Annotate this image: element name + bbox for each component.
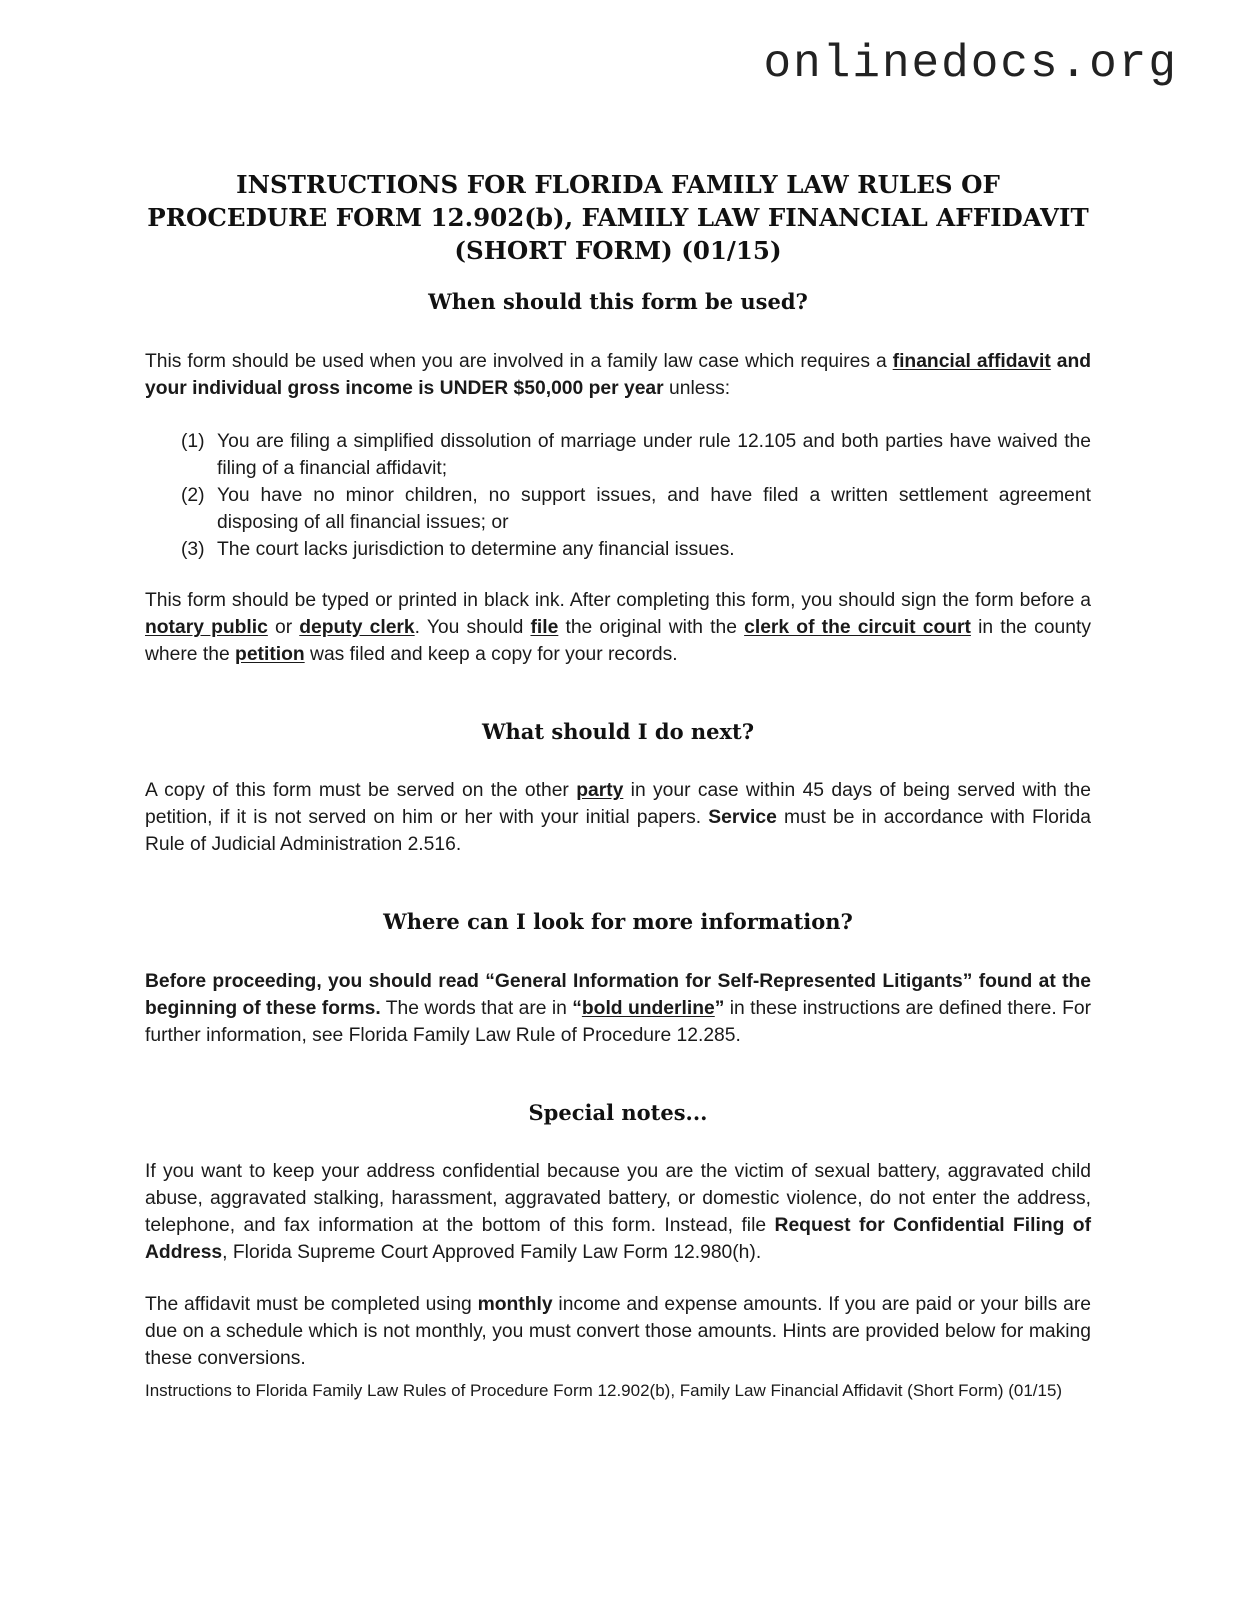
exceptions-list xyxy=(145,428,1091,563)
intro-text: This form should be used when you are involved in a family law case which requires a xyxy=(145,351,893,372)
service-text: must be in accordance with Florida Rule of Judicial Administration 2.516. xyxy=(145,807,1091,855)
bold-underline-sample: bold underline xyxy=(581,998,715,1019)
paragraph-confidential-address xyxy=(145,1158,1091,1266)
info-text: in these instructions are defined there. For further information, see Florida Family Law Rule of Procedure 12.285. xyxy=(145,998,1091,1046)
confidential-form-name: Request for Confidential Filing of Address xyxy=(145,1215,1092,1263)
heading-when-used: When should this form be used? xyxy=(428,289,808,314)
list-item-number: (3) xyxy=(181,539,205,560)
paragraph-more-info xyxy=(145,968,1091,1049)
ink-text: the original with the xyxy=(558,617,745,638)
list-item-text: You are filing a simplified dissolution of marriage under rule 12.105 and both parties have waived the filing of a financial affidavit; xyxy=(217,431,1091,479)
paragraph-monthly-amounts xyxy=(145,1291,1091,1372)
list-item xyxy=(145,482,1091,536)
link-notary-public[interactable]: notary public xyxy=(145,617,268,638)
heading-special-notes: Special notes... xyxy=(528,1100,708,1125)
link-petition[interactable]: petition xyxy=(235,644,305,665)
link-file[interactable]: file xyxy=(530,617,559,638)
link-deputy-clerk[interactable]: deputy clerk xyxy=(299,617,415,638)
list-item-number: (1) xyxy=(181,431,205,452)
service-text: A copy of this form must be served on the other xyxy=(145,780,577,801)
document-title: INSTRUCTIONS FOR FLORIDA FAMILY LAW RULES OF PROCEDURE FORM 12.902(b), FAMILY LAW FINANCIAL AFFIDAVIT (SHORT FORM) (01/15) xyxy=(147,170,1089,265)
list-item xyxy=(145,536,1091,563)
link-financial-affidavit[interactable]: financial affidavit xyxy=(892,351,1051,372)
ink-text: or xyxy=(267,617,300,638)
monthly-text: income and expense amounts. If you are paid or your bills are due on a schedule which is not monthly, you must convert those amounts. Hints are provided below for making these conversions. xyxy=(145,1294,1091,1369)
ink-text: in the county where the xyxy=(145,617,1091,665)
info-text: The words that are in xyxy=(380,998,573,1019)
quote-mark: “ xyxy=(572,998,582,1019)
quote-mark: ” xyxy=(714,998,725,1019)
confidential-text: , Florida Supreme Court Approved Family Law Form 12.980(h). xyxy=(222,1242,762,1263)
ink-text: . You should xyxy=(414,617,531,638)
link-clerk-circuit-court[interactable]: clerk of the circuit court xyxy=(744,617,971,638)
service-bold: Service xyxy=(708,807,777,828)
list-item xyxy=(145,428,1091,482)
monthly-text: The affidavit must be completed using xyxy=(145,1294,478,1315)
ink-text: was filed and keep a copy for your records. xyxy=(304,644,678,665)
list-item-text: The court lacks jurisdiction to determine any financial issues. xyxy=(217,539,735,560)
watermark-logo: onlinedocs.org xyxy=(763,38,1178,90)
list-item-text: You have no minor children, no support issues, and have filed a written settlement agreement disposing of all financial issues; or xyxy=(217,485,1091,533)
monthly-bold: monthly xyxy=(477,1294,553,1315)
service-text: in your case within 45 days of being served with the petition, if it is not served on him or her with your initial papers. xyxy=(145,780,1091,828)
income-threshold-text: and your individual gross income is UNDER $50,000 per year xyxy=(145,351,1092,399)
paragraph-usage-intro xyxy=(145,348,1091,402)
page-footer: Instructions to Florida Family Law Rules of Procedure Form 12.902(b), Family Law Financial Affidavit (Short Form) (01/15) xyxy=(145,1381,1063,1400)
paragraph-ink-instructions xyxy=(145,587,1091,668)
link-party[interactable]: party xyxy=(576,780,624,801)
confidential-text: If you want to keep your address confidential because you are the victim of sexual battery, aggravated child abuse, aggravated stalking, harassment, aggravated battery, or domestic violence, do not enter the address, telephone, and fax information at the bottom of this form. Instead, file xyxy=(145,1161,1091,1236)
ink-text: This form should be typed or printed in black ink. After completing this form, you should sign the form before a xyxy=(145,590,1091,611)
heading-more-info: Where can I look for more information? xyxy=(383,909,853,934)
unless-text: unless: xyxy=(663,378,731,399)
list-item-number: (2) xyxy=(181,485,205,506)
general-info-bold: Before proceeding, you should read “General Information for Self-Represented Litigants” found at the beginning of these forms. xyxy=(145,971,1091,1019)
heading-what-next: What should I do next? xyxy=(481,719,755,744)
paragraph-service xyxy=(145,777,1091,858)
